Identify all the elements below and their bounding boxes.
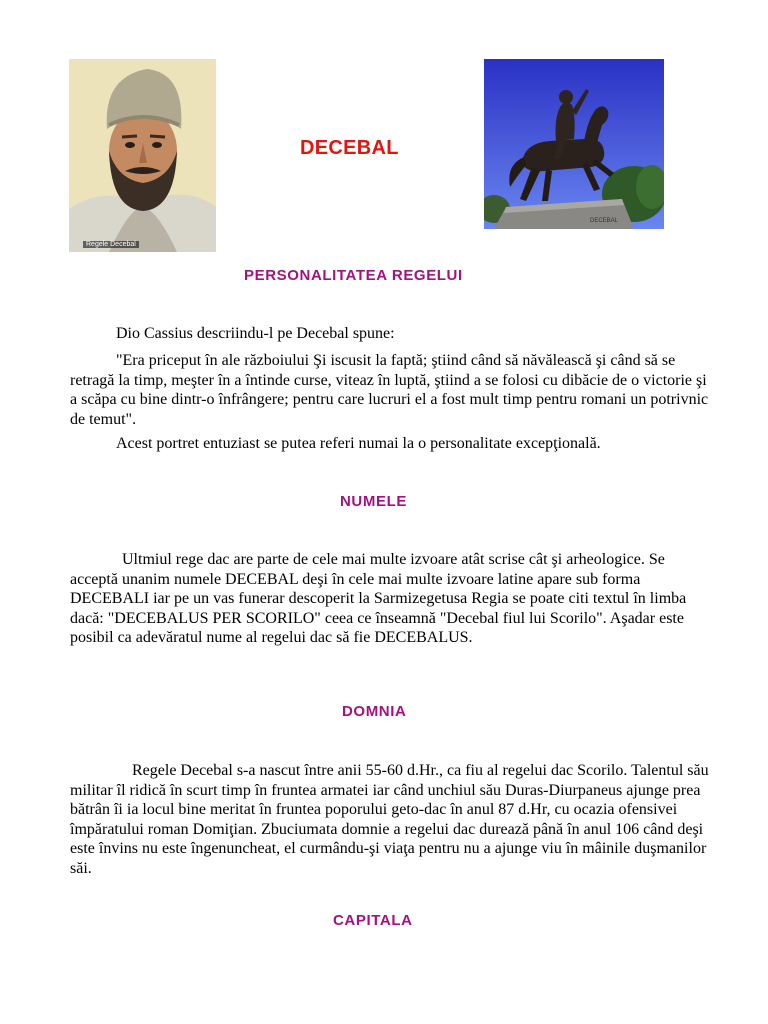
equestrian-statue-image xyxy=(484,59,664,229)
paragraph-numele: Ultmiul rege dac are parte de cele mai multe izvoare atât scrise cât şi arheologice. Se acceptă unanim numele DECEBAL deşi în cele mai multe izvoare latine apare sub forma DECEBALI iar pe un vas funerar descoperit la Sarmizegetusa Regia se poate citi textul în limba dacă: "DECEBALUS PER SCORILO" ceea ce înseamnă "Decebal fiul lui Scorilo". Aşadar este posibil ca adevăratul nume al regelui dac să fie DECEBALUS. xyxy=(70,551,687,646)
section-heading-capitala: CAPITALA xyxy=(333,912,413,929)
page-title: DECEBAL xyxy=(300,137,399,159)
statue-illustration xyxy=(484,59,664,229)
decebal-portrait-image xyxy=(69,59,216,252)
paragraph-domnia: Regele Decebal s-a nascut între anii 55-60 d.Hr., ca fiu al regelui dac Scorilo. Talentul său militar îl ridică în scurt timp în fruntea armatei iar când unchiul său Duras-Diurpaneus ajunge prea bătrân îi ia locul bine meritat în fruntea poporului geto-dac în anul 87 d.Hr, cu ocazia ofensivei împăratului roman Domiţian. Zbuciumata domnie a regelui dac durează până în anul 106 când deşi este învins nu este îngenuncheat, el curmându-şi viaţa pentru nu a ajunge viu în mâinile duşmanilor săi. xyxy=(70,762,709,877)
portrait-caption: Regele Decebal xyxy=(83,241,139,248)
section-heading-numele: NUMELE xyxy=(340,493,407,510)
paragraph-portret: Acest portret entuziast se putea referi numai la o personalitate excepţională. xyxy=(116,435,601,452)
paragraph-quote: "Era priceput în ale războiului Şi iscusit la faptă; ştiind când să năvălească şi când să se retragă la timp, meşter în a întinde curse, viteaz în luptă, ştiind a se folosi cu dibăcie de o victorie şi a scăpa cu bine dintr-o înfrângere; pentru care lucruri el a fost mult timp pentru romani un potrivnic de temut". xyxy=(70,352,709,428)
portrait-illustration xyxy=(69,59,216,252)
svg-text:DECEBAL: DECEBAL xyxy=(590,218,619,224)
section-heading-domnia: DOMNIA xyxy=(342,703,407,720)
paragraph-dio-cassius: Dio Cassius descriindu-l pe Decebal spune: xyxy=(116,325,395,342)
section-heading-personalitatea: PERSONALITATEA REGELUI xyxy=(244,267,463,284)
